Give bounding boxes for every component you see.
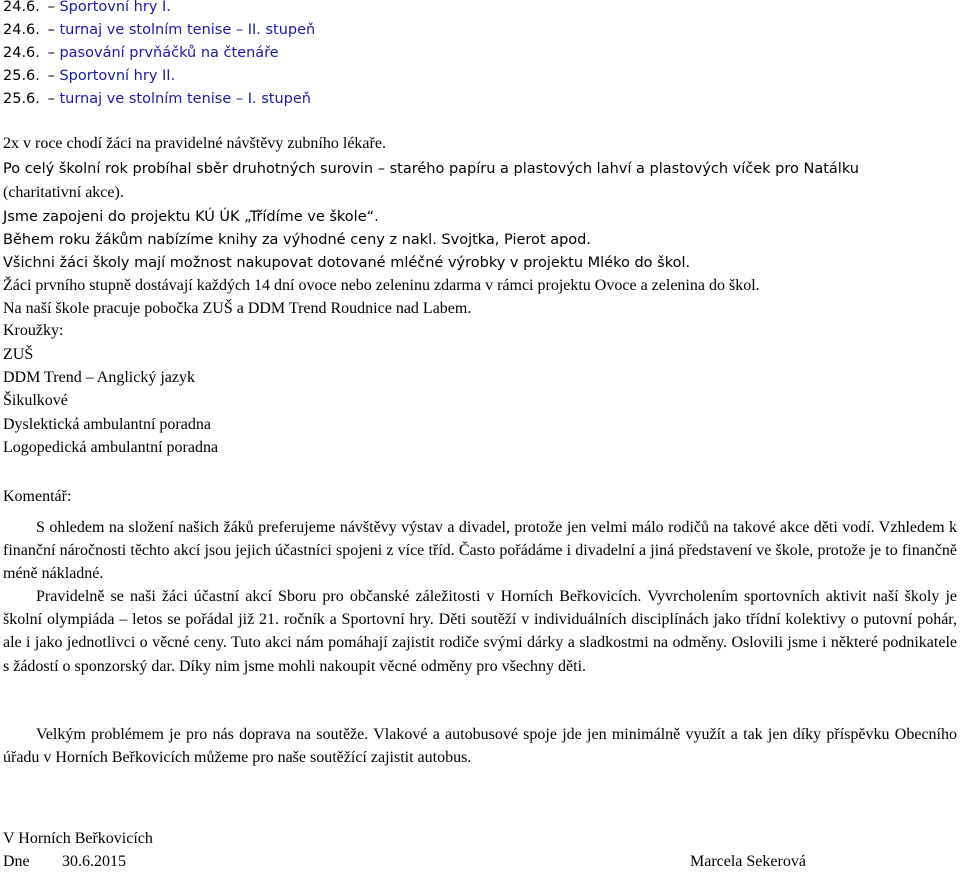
event-dash: –	[47, 0, 55, 15]
event-text: turnaj ve stolním tenise – II. stupeň	[59, 22, 316, 38]
note-line: Během roku žákům nabízíme knihy za výhodné ceny z nakl. Svojtka, Pierot apod.	[3, 232, 591, 248]
paragraph-text: S ohledem na složení našich žáků preferujeme návštěvy výstav a divadel, protože jen velmi málo rodičů na takové akce děti vodí. Vzhledem k finanční náročnosti těchto akcí jsou jejich účastníci spojeni z více tříd. Často pořádáme i divadelní a jiná představení ve škole, protože je to finančně méně nákladné.	[3, 519, 957, 583]
clubs-heading: Kroužky:	[3, 322, 64, 339]
event-dash: –	[47, 68, 55, 84]
club-item: Dyslektická ambulantní poradna	[3, 416, 211, 433]
event-item	[3, 65, 175, 87]
club-item: Šikulkové	[3, 392, 68, 409]
event-text: Sportovní hry I.	[59, 0, 171, 15]
event-dash: –	[47, 91, 55, 107]
comment-label: Komentář:	[3, 488, 72, 505]
event-text: turnaj ve stolním tenise – I. stupeň	[59, 91, 311, 107]
event-date: 25.6.	[3, 91, 40, 107]
event-dash: –	[47, 45, 55, 61]
event-item	[3, 19, 315, 41]
note-line: Žáci prvního stupně dostávají každých 14 dní ovoce nebo zeleninu zdarma v rámci projektu Ovoce a zelenina do škol.	[3, 277, 760, 294]
event-item	[3, 42, 279, 64]
event-date: 24.6.	[3, 0, 40, 15]
note-line: Jsme zapojeni do projektu KÚ ÚK „Třídíme ve škole“.	[3, 209, 379, 225]
note-line: Po celý školní rok probíhal sběr druhotných surovin – starého papíru a plastových lahví a plastových víček pro Natálku	[3, 161, 859, 177]
event-date: 25.6.	[3, 68, 40, 84]
paragraph-text: Pravidelně se naši žáci účastní akcí Sboru pro občanské záležitosti v Horních Beřkovicích. Vyvrcholením sportovních aktivit naší školy je školní olympiáda – letos se pořádal již 21. ročník a Sportovní hry. Děti soutěží v individuálních disciplínách jako třídní kolektivy o putovní pohár, ale i jako jednotlivci o věcné ceny. Tuto akci nám pomáhají zajistit rodiče svými dárky a sladkostmi na odměny. Oslovili jsme i některé podnikatele s žádostí o sponzorský dar. Díky nim jsme mohli nakoupit věcné odměny pro všechny děti.	[3, 588, 957, 675]
club-item: Logopedická ambulantní poradna	[3, 439, 219, 456]
event-item	[3, 88, 311, 110]
club-item: DDM Trend – Anglický jazyk	[3, 369, 195, 386]
event-text: pasování prvňáčků na čtenáře	[59, 45, 279, 61]
footer-date-label: Dne	[3, 853, 30, 870]
event-text: Sportovní hry II.	[59, 68, 176, 84]
paragraph-text: Velkým problémem je pro nás doprava na soutěže. Vlakové a autobusové spoje jde jen minimálně využít a tak jen díky příspěvku Obecního úřadu v Horních Beřkovicích můžeme pro naše soutěžící zajistit autobus.	[3, 726, 957, 767]
note-line: Všichni žáci školy mají možnost nakupovat dotované mléčné výrobky v projektu Mléko do škol.	[3, 255, 691, 271]
footer-signature: Marcela Sekerová	[690, 853, 806, 870]
event-item	[3, 0, 171, 18]
comment-paragraph	[3, 585, 957, 678]
event-date: 24.6.	[3, 22, 40, 38]
comment-paragraph	[3, 723, 957, 769]
footer-place: V Horních Beřkovicích	[3, 830, 153, 847]
comment-paragraph	[3, 516, 957, 586]
footer-date-value: 30.6.2015	[62, 853, 126, 870]
event-date: 24.6.	[3, 45, 40, 61]
event-dash: –	[47, 22, 55, 38]
note-line: 2x v roce chodí žáci na pravidelné návštěvy zubního lékaře.	[3, 135, 386, 152]
note-line: (charitativní akce).	[3, 184, 124, 201]
club-item: ZUŠ	[3, 346, 34, 363]
note-line: Na naší škole pracuje pobočka ZUŠ a DDM Trend Roudnice nad Labem.	[3, 300, 472, 317]
